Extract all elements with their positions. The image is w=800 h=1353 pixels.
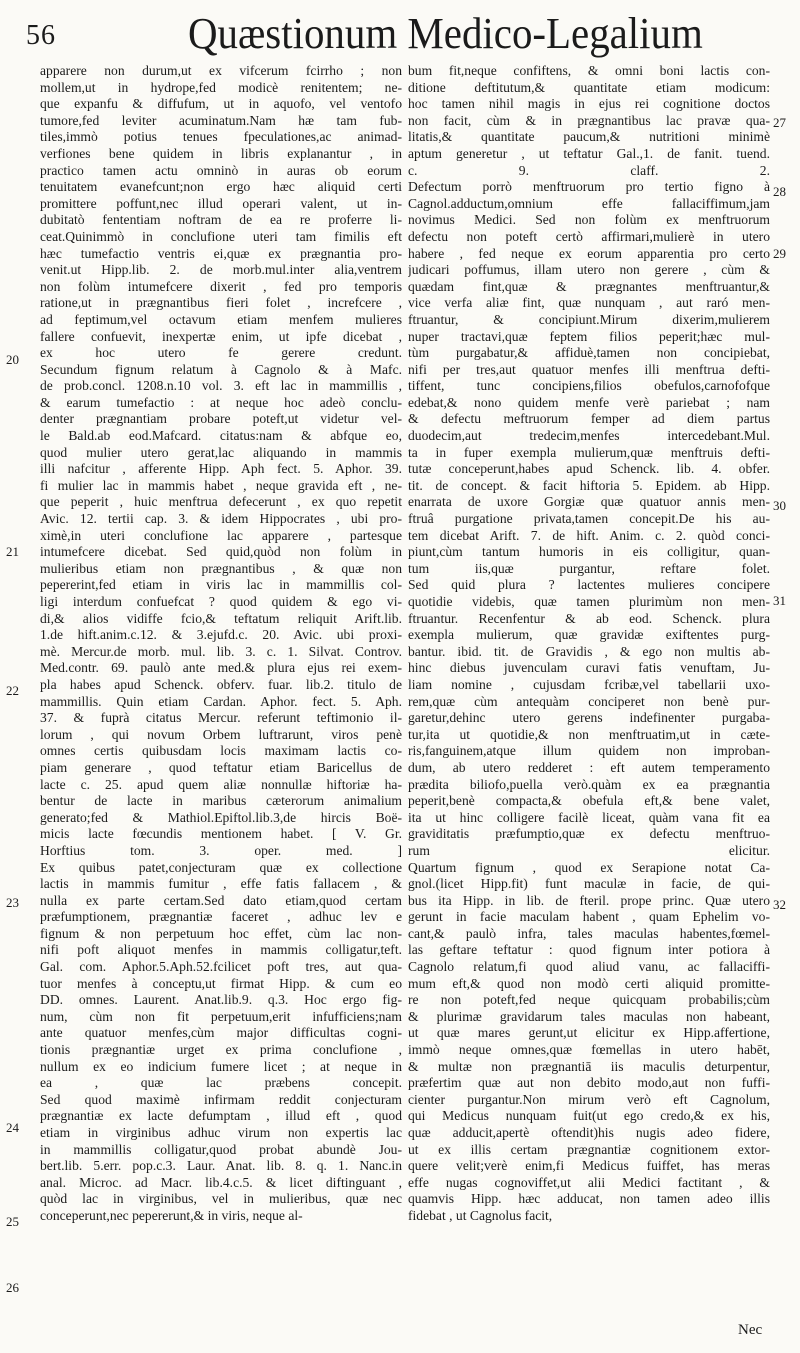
- text-line: Sed quod maximè infirmam reddit conjecturam: [40, 1091, 402, 1107]
- text-line: tur,ita ut quotidie,& non menftruatim,ut in cæte-: [408, 726, 770, 742]
- text-line: dubitatò fententiam noftram de ea re proferre li-: [40, 212, 402, 228]
- margin-line-number: 25: [6, 1214, 19, 1229]
- text-line: bum fit,neque confiftens, & omni boni lactis con-: [408, 63, 770, 78]
- text-line: lacte c. 25. apud quem aliæ nonnullæ hiftoriæ ha-: [40, 776, 402, 792]
- text-line: cant,& paulò infra, tales maculas habentes,fœmel-: [408, 925, 770, 941]
- text-line: tuor menfes à conceptu,ut firmat Hipp. & cum eo: [40, 975, 402, 991]
- text-line: graviditatis præfumptio,quæ ex defectu menftruo-: [408, 826, 770, 842]
- text-line: re non poteft,fed neque quicquam probabilis;cùm: [408, 992, 770, 1008]
- text-line: rum elicitur.: [408, 842, 770, 858]
- text-line: ut quæ mares gerunt,ut elicitur ex Hipp.affertione,: [408, 1025, 770, 1041]
- text-line: ad feptimum,vel octavum etiam menfem mulieres: [40, 311, 402, 327]
- text-line: mulieribus etiam non prægnantibus , & quæ non: [40, 560, 402, 576]
- margin-line-number: 21: [6, 544, 19, 559]
- text-line: novimus Medici. Sed non folùm ex menftruorum: [408, 212, 770, 228]
- margin-line-number: 26: [6, 1280, 19, 1295]
- text-line: rem,quæ cùm antequàm conciperet non benè pur-: [408, 693, 770, 709]
- text-line: tumore,fed leviter acuminatum.Nam hæ tam fub-: [40, 112, 402, 128]
- margin-line-number: 28: [773, 184, 786, 199]
- text-line: quamvis Hipp. hæc adducat, non tamen adeo illis: [408, 1191, 770, 1207]
- text-line: denter prægnantiam probare poteft,ut videtur vel-: [40, 411, 402, 427]
- text-line: fignum & non perpetuum hoc effet, cùm lac non-: [40, 925, 402, 941]
- text-line: Sed quid plura ? lactentes mulieres concipere: [408, 577, 770, 593]
- text-line: nifi per tres,aut quatuor menfes illi menftrua defti-: [408, 361, 770, 377]
- text-line: tum iis,quæ purgantur, reftare folet.: [408, 560, 770, 576]
- text-line: ftruantur, & concipiunt.Mirum dixerim,mulierem: [408, 311, 770, 327]
- text-line: bantur. ibid. tit. de Gravidis , & ego non multis ab-: [408, 643, 770, 659]
- text-line: verfiones bene quidem in libris explanantur , in: [40, 145, 402, 161]
- text-line: quotidie videbis, quæ tamen plurimùm non men-: [408, 594, 770, 609]
- text-line: ximè,in uteri conclufione lac apparere , partesque: [40, 527, 402, 543]
- text-line: las geftare teftatur : quod fignum inter potiora à: [408, 942, 770, 958]
- text-line: c. 9. claff. 2.: [408, 162, 770, 178]
- text-line: tit. de concept. & facit hiftoria 5. Epidem. ab Hipp.: [408, 477, 770, 493]
- text-line: illi nafcitur , afferente Hipp. Aph fect. 5. Aphor. 39.: [40, 461, 402, 477]
- text-line: omnes certis quibusdam locis maximam lactis co-: [40, 743, 402, 759]
- text-line: 1.de hift.anim.c.12. & 3.ejufd.c. 20. Avic. ubi proxi-: [40, 627, 402, 643]
- margin-line-number: 20: [6, 352, 19, 367]
- text-line: piam generare , quod teftatur etiam Baricellus de: [40, 759, 402, 775]
- text-line: intumefcere dicebat. Sed quid,quòd non folùm in: [40, 544, 402, 560]
- text-line: habere , fed neque ex eorum apparentia pro certo: [408, 245, 770, 261]
- text-line: que expanfu & diffufum, ut in aquofo, vel ventofo: [40, 96, 402, 112]
- text-line: conceperunt,nec pepererunt,& in viris, neque al-: [40, 1207, 303, 1223]
- text-line: 37. & fuprà citatus Mercur. referunt teftimonio il-: [40, 710, 402, 726]
- text-line: di,& alios vidiffe fcio,& teftatum reliquit Arift.lib.: [40, 610, 402, 626]
- text-line: generato;fed & Mathiol.Epiftol.lib.3,de hircis Boë-: [40, 809, 402, 825]
- text-line: Avic. 12. tertii cap. 3. & idem Hippocrates , ubi pro-: [40, 511, 402, 527]
- text-line: mammillis. Quin etiam Cardan. Aphor. fect. 5. Aph.: [40, 693, 402, 709]
- text-line: in mammillis colligatur,quod probat abundè Jou-: [40, 1141, 402, 1157]
- text-line: præfumptionem, prægnantiæ faceret , adhuc lev e: [40, 909, 402, 925]
- text-line: mum eft,& quod non modò certi aliquid promitte-: [408, 975, 770, 991]
- text-line: ita ut hinc colligere facilè liceat, quàm vana fit ea: [408, 809, 770, 825]
- text-line: peperit,benè compacta,& obefula eft,& bene valet,: [408, 793, 770, 809]
- text-line: fidebat , ut Cagnolus facit,: [408, 1207, 553, 1223]
- text-line: hinc diebus juvenculam curavi fatis venuftam, Ju-: [408, 660, 770, 676]
- text-line: quòd lac in virginibus, vel in mulieribus, quæ nec: [40, 1191, 402, 1207]
- text-line: micis lacte fœcundis mentionem habet. [ V. Gr.: [40, 826, 402, 842]
- text-line: piunt,cùm tantum humoris in eis colligitur, quan-: [408, 544, 770, 560]
- text-line: duodecim,aut tredecim,menfes intercedebant.Mul.: [408, 428, 770, 444]
- text-line: bentur de lacte in maribus cæterorum animalium: [40, 793, 402, 809]
- text-line: tiles,immò potius tenues fpeculationes,ac animad-: [40, 129, 402, 145]
- text-line: quod mulier utero gerat,lac aliquando in mammis: [40, 444, 402, 460]
- text-line: immò neque omnes,quæ fœmellas in utero habēt,: [408, 1042, 770, 1058]
- text-line: tem dicebat Arift. 7. de hift. Anim. c. 2. quòd conci-: [408, 527, 770, 543]
- text-line: & defectu meftruorum femper ad diem partus: [408, 411, 770, 427]
- text-line: mollem,ut in hydrope,fed modicè renitentem; ne-: [40, 79, 402, 95]
- text-line: anal. Microc. ad Macr. lib.4.c.5. & licet diftinguant ,: [40, 1174, 402, 1190]
- text-line: & earum tumefactio : at neque hoc adeò conclu-: [40, 394, 402, 410]
- text-line: ta in fuper exempla mulierum,quæ menftruis defti-: [408, 444, 770, 460]
- text-line: bus ita Hipp. in lib. de fteril. prope princ. Quæ utero: [408, 892, 770, 908]
- text-line: cienter purgantur.Non mirum verò eft Cagnolum,: [408, 1091, 770, 1107]
- text-line: præfertim quæ aut non debito modo,aut non fuffi-: [408, 1075, 770, 1091]
- margin-line-number: 29: [773, 246, 786, 261]
- margin-line-number: 27: [773, 115, 786, 130]
- text-line: nullum ex eo indicium fumere licet ; at neque in: [40, 1058, 402, 1074]
- text-line: fallere confuevit, inexpertæ enim, ut ipfe dicebat ,: [40, 328, 402, 344]
- text-line: Secundum fignum relatum à Cagnolo & à Mafc.: [40, 361, 402, 377]
- text-line: & plurimæ gravidarum tales maculas non habeant,: [408, 1008, 770, 1024]
- text-line: exempla mulierum, quæ gravidæ exiftentes purg-: [408, 627, 770, 643]
- text-line: bert.lib. 5.err. pop.c.3. Laur. Anat. lib. 8. q. 1. Nanc.in: [40, 1158, 402, 1174]
- margin-line-number: 24: [6, 1120, 19, 1135]
- text-line: ea , quæ lac præbens concepit.: [40, 1075, 402, 1091]
- text-line: prægnantiæ ex lacte defumptam , illud eft , quod: [40, 1108, 402, 1124]
- text-line: aptum generetur , ut teftatur Gal.,1. de fanit. tuend.: [408, 145, 770, 161]
- text-line: lactis in mammis fumitur , effe fatis fallacem , &: [40, 876, 402, 892]
- text-line: venit.ut Hipp.lib. 2. de morb.mul.inter alia,ventrem: [40, 262, 402, 278]
- text-line: dum, ab utero redderet : eft autem temperamento: [408, 759, 770, 775]
- right-text-column: [408, 63, 770, 1225]
- text-line: judicari poffumus, illam utero non gerere , cùm &: [408, 262, 770, 278]
- margin-line-number: 23: [6, 895, 19, 910]
- text-line: ante quatuor menfes,cùm major difficultas cogni-: [40, 1025, 402, 1041]
- text-line: de prob.concl. 1208.n.10 vol. 3. eft lac in mammillis ,: [40, 378, 402, 394]
- margin-line-number: 31: [773, 593, 786, 608]
- text-line: nuper tractavi,quæ feptem filios peperit;hæc mul-: [408, 328, 770, 344]
- text-line: quædam fint,quæ & prægnantes menftruantur,&: [408, 278, 770, 294]
- text-line: Quartum fignum , quod ex Serapione notat Ca-: [408, 859, 770, 875]
- text-line: litatis,& quantitate paucum,& nutritioni minimè: [408, 129, 770, 145]
- text-line: apparere non durum,ut ex vifcerum fcirrho ; non: [40, 63, 402, 78]
- text-line: non facit, cùm & in prægnantibus lac pravæ qua-: [408, 112, 770, 128]
- text-line: practico tamen actu omninò in auras ob eorum: [40, 162, 402, 178]
- text-line: pepererint,fed etiam in viris lac in mammillis col-: [40, 577, 402, 593]
- catchword: Nec: [738, 1322, 763, 1338]
- text-line: que peperit , huic menftrua defecerunt , ex quo repetit: [40, 494, 402, 510]
- text-line: nifi poft aliquot menfes in mammis colligatur,teft.: [40, 942, 402, 958]
- text-line: Gal. com. Aphor.5.Aph.52.fcilicet poft tres, aut qua-: [40, 959, 402, 975]
- text-line: promittere poffunt,nec illud operari valent, ut in-: [40, 195, 402, 211]
- text-line: gerunt in facie maculam habent , quam Ephelim vo-: [408, 909, 770, 925]
- text-line: ratione,ut in prægnantibus fieri folet , increfcere ,: [40, 295, 402, 311]
- running-title: Quæstionum Medico-Legalium: [188, 9, 703, 58]
- text-line: ceat.Quinimmò in conclufione uteri tam fimilis eft: [40, 228, 402, 244]
- text-line: Defectum porrò menftruorum pro tertio figno à: [408, 179, 770, 195]
- text-line: Cagnol.adductum,omnium effe fallaciffimum,jam: [408, 195, 770, 211]
- text-line: lorum , qui novum Orbem luftrarunt, viros penè: [40, 726, 402, 742]
- text-line: tiffent, tunc concipiens,filios obefulos,carnofofque: [408, 378, 770, 394]
- text-line: ftruantur. Recenfentur & ab eod. Schenck. plura: [408, 610, 770, 626]
- text-line: Horftius tom. 3. oper. med. ]: [40, 842, 402, 858]
- text-line: ftruâ purgatione privata,tamen concepit.De his au-: [408, 511, 770, 527]
- text-line: Cagnolo relatum,fi quod aliud vanu, ac fallaciffi-: [408, 959, 770, 975]
- text-line: fi mulier lac in mammis habet , neque gravida eft , ne-: [40, 477, 402, 493]
- text-line: Ex quibus patet,conjecturam quæ ex collectione: [40, 859, 402, 875]
- text-line: prædita biliofo,puella verò.quàm ex ea prægnantia: [408, 776, 770, 792]
- text-line: & multæ non prægnantiā iis maculis deturpentur,: [408, 1058, 770, 1074]
- text-line: edebat,& nono quidem menfe verè pariebat ; nam: [408, 394, 770, 410]
- text-line: quæ adducit,apertè oftendit)his nugis adeo fidere,: [408, 1125, 770, 1140]
- text-line: hæc tumefactio ventris ei,quæ ex prægnantia pro-: [40, 245, 402, 261]
- text-line: DD. omnes. Laurent. Anat.lib.9. q.3. Hoc ergo fig-: [40, 992, 402, 1008]
- text-line: Med.contr. 69. paulò ante med.& plura ejus rei exem-: [40, 660, 402, 676]
- margin-line-number: 30: [773, 498, 786, 513]
- text-line: le Bald.ab eod.Mafcard. citatus:nam & abfque eo,: [40, 428, 402, 444]
- text-line: tùm purgabatur,& affiduè,tamen non concipiebat,: [408, 345, 770, 361]
- text-line: quere velit;verè enim,fi Medicus fuiffet, has meras: [408, 1158, 770, 1174]
- text-line: hoc tamen nihil magis in ejus rei cognitione doctos: [408, 96, 770, 112]
- text-line: garetur,dehinc utero gerens indefinenter purgaba-: [408, 710, 770, 726]
- text-line: tutæ conceperunt,habes apud Schenck. lib. 4. obfer.: [408, 461, 770, 477]
- text-line: tionis prægnantiæ urget ex prima conclufione ,: [40, 1042, 402, 1058]
- text-line: ditione deftitutum,& quantitate etiam modicum:: [408, 79, 770, 95]
- left-text-column: [40, 63, 402, 1225]
- text-line: tenuitatem evanefcunt;non ergo hæc aliquid certi: [40, 179, 402, 195]
- page-header: [26, 8, 786, 62]
- text-line: ligi interdum confuefcat ? quod quidem & ego vi-: [40, 594, 402, 609]
- text-line: enarrata de uxore Gorgiæ quæ quatuor annis men-: [408, 494, 770, 510]
- page-number: 56: [26, 20, 56, 51]
- text-line: ris,fanguinem,atque illum quidem non improban-: [408, 743, 770, 759]
- text-line: liam nomine , cujusdam fcribæ,vel tabellarii uxo-: [408, 676, 770, 692]
- text-line: gnol.(licet Hipp.fit) funt maculæ in facie, de qui-: [408, 876, 770, 892]
- text-line: nulla ex parte certam.Sed dato etiam,quod certam: [40, 892, 402, 908]
- text-line: effe nugas cognoviffet,ut alii Medici factitant , &: [408, 1174, 770, 1190]
- text-line: ex hoc utero fe gerere credunt.: [40, 345, 402, 361]
- text-line: etiam in virginibus adhuc virum non expertis lac: [40, 1125, 402, 1140]
- text-line: mè. Mercur.de morb. mul. lib. 3. c. 1. Silvat. Controv.: [40, 643, 402, 659]
- margin-line-number: 32: [773, 897, 786, 912]
- text-line: num, cùm non fit perpetuum,erit infufficiens;nam: [40, 1008, 402, 1024]
- text-line: non folùm intumefcere dixerit , fed pro temporis: [40, 278, 402, 294]
- text-line: defectu non poteft certò affirmari,mulierè in utero: [408, 228, 770, 244]
- text-line: ut ex illis certam prægnantiæ cognitionem extor-: [408, 1141, 770, 1157]
- text-line: qui Medicus nunquam fuit(ut ego credo,& ex his,: [408, 1108, 770, 1124]
- text-line: vice verfa aliæ fint, quæ nunquam , aut raró men-: [408, 295, 770, 311]
- text-line: pla habes apud Schenck. obferv. fuar. lib.2. titulo de: [40, 676, 402, 692]
- margin-line-number: 22: [6, 683, 19, 698]
